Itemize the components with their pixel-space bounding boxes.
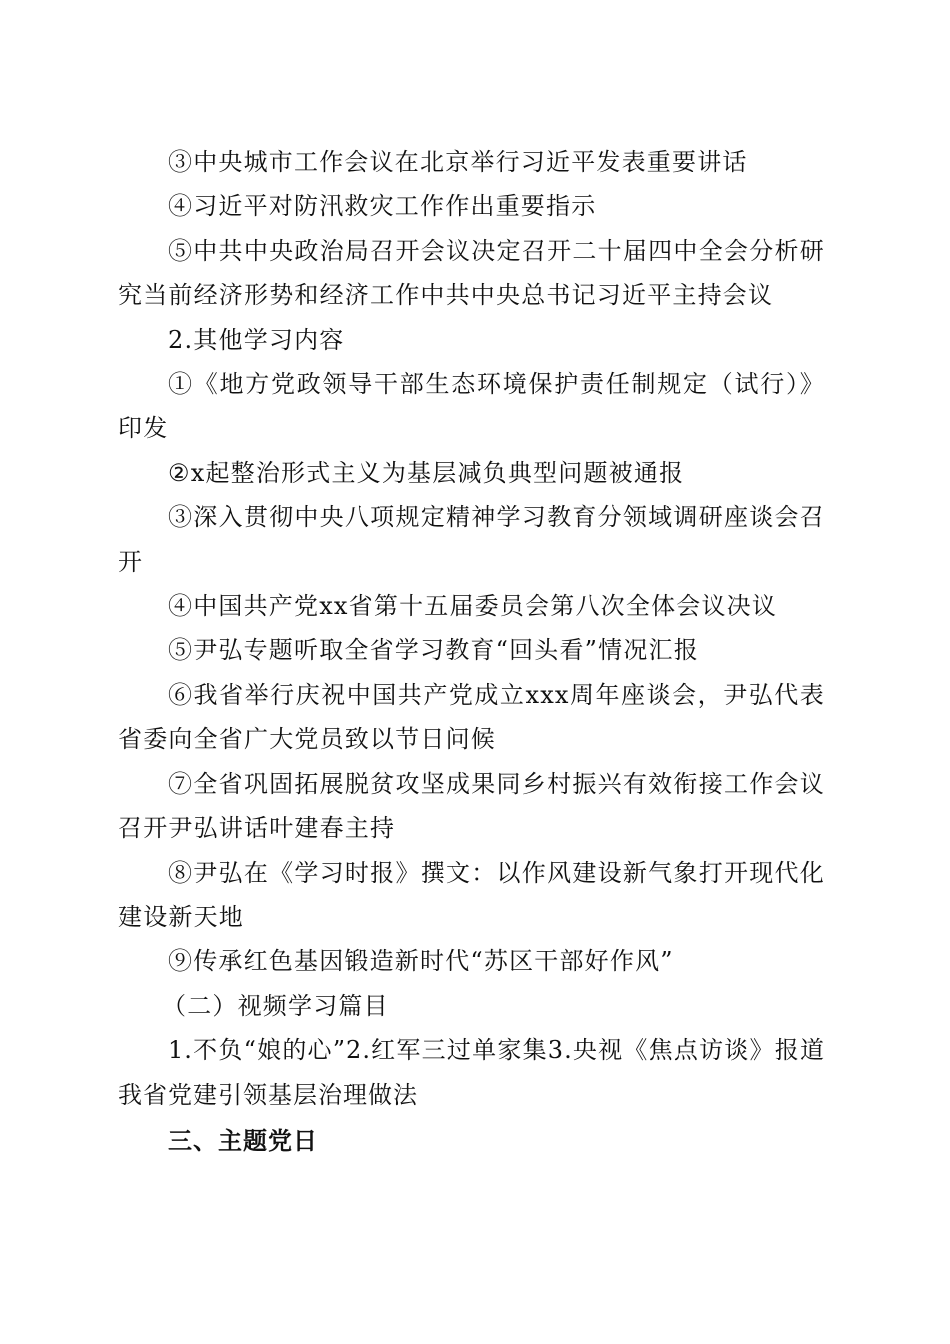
other-item-3: ③深入贯彻中央八项规定精神学习教育分领域调研座谈会召开	[118, 503, 825, 576]
study-item-flood-instructions: ④习近平对防汛救灾工作作出重要指示	[168, 192, 597, 221]
other-item-7: ⑦全省巩固拓展脱贫攻坚成果同乡村振兴有效衔接工作会议召开尹弘讲话叶建春主持	[118, 769, 825, 843]
other-item-4: ④中国共产党xx省第十五届委员会第八次全体会议决议	[168, 592, 778, 621]
other-item-5: ⑤尹弘专题听取全省学习教育“回头看”情况汇报	[168, 636, 699, 665]
video-study-list: 1.不负“娘的心”2.红军三过单家集3.央视《焦点访谈》报道我省党建引领基层治理做法	[118, 1036, 825, 1109]
other-item-2: ②x起整治形式主义为基层减负典型问题被通报	[168, 458, 685, 487]
subsection-video-study: （二）视频学习篇目	[162, 991, 389, 1020]
study-item-politburo-meeting: ⑤中共中央政治局召开会议决定召开二十届四中全会分析研究当前经济形势和经济工作中共中央总书记习近平主持会议	[118, 236, 825, 310]
other-item-8: ⑧尹弘在《学习时报》撰文：以作风建设新气象打开现代化建设新天地	[118, 858, 825, 931]
other-item-1: ①《地方党政领导干部生态环境保护责任制规定（试行）》印发	[118, 370, 825, 443]
document-body	[118, 140, 825, 1163]
section-heading-theme-party-day: 三、主题党日	[168, 1126, 318, 1155]
other-item-6: ⑥我省举行庆祝中国共产党成立xxx周年座谈会，尹弘代表省委向全省广大党员致以节日问候	[118, 680, 825, 754]
study-item-central-urban-conference: ③中央城市工作会议在北京举行习近平发表重要讲话	[168, 148, 748, 176]
other-item-9: ⑨传承红色基因锻造新时代“苏区干部好作风”	[168, 947, 674, 976]
subsection-other-study-content: 2.其他学习内容	[168, 325, 345, 354]
